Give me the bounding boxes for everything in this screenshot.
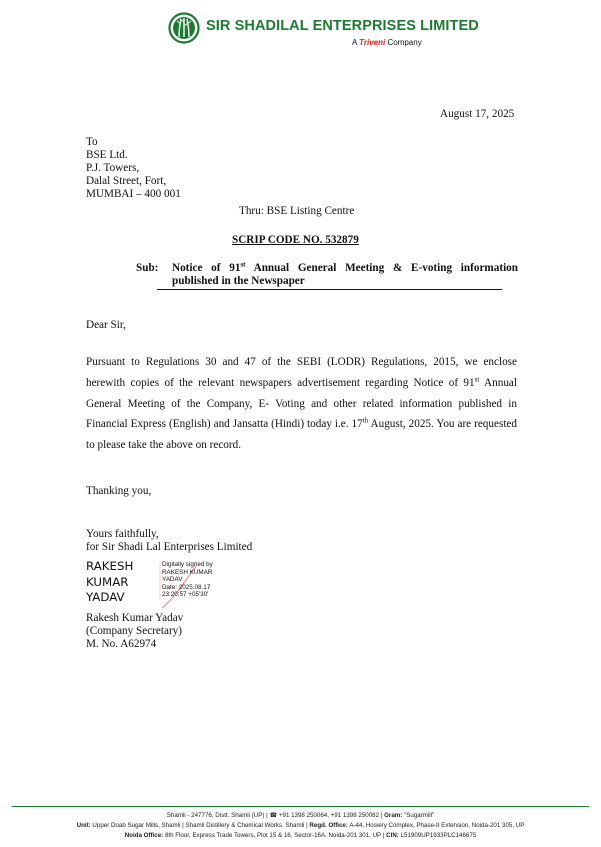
body-superscript: th — [362, 416, 369, 425]
signature-detail-line: RAKESH KUMAR — [162, 568, 213, 576]
footer-unit-label: Unit: — [76, 822, 91, 829]
address-line: MUMBAI – 400 001 — [86, 188, 181, 200]
footer-unit-value: Upper Doab Sugar Mills, Shamli | Shamli Distillery & Chemical Works, Shamli | — [90, 822, 308, 829]
body-part: August, 2025. You are requested to please take the above on record. — [86, 418, 517, 452]
scrip-code: SCRIP CODE NO. 532879 — [232, 234, 359, 246]
footer-line-2 — [0, 821, 601, 831]
footer-gram-value: "Sugarmill" — [402, 812, 435, 819]
address-line: BSE Ltd. — [86, 149, 128, 161]
recipient-address — [86, 136, 181, 201]
signatory-name: Rakesh Kumar Yadav — [86, 612, 184, 624]
footer-line-3 — [0, 831, 601, 841]
subject-part: Annual General Meeting & E-voting information published in the Newspaper — [172, 262, 518, 287]
body-paragraph — [86, 352, 517, 456]
closing-line: Yours faithfully, — [86, 528, 159, 540]
salutation: Dear Sir, — [86, 319, 126, 331]
signatory-designation: (Company Secretary) — [86, 625, 182, 637]
subject-text — [172, 262, 518, 288]
signature-name-line: KUMAR — [86, 574, 129, 589]
signatory-block — [86, 612, 183, 651]
signatory-membership: M. No. A62974 — [86, 638, 157, 650]
company-tagline — [352, 38, 422, 47]
footer-regd-value: A-44, Hosiery Complex, Phase-II Extension, Noida-201 305, UP — [347, 822, 525, 829]
signature-name-line: RAKESH — [86, 559, 134, 573]
footer-contact: Shamli - 247776, Distt. Shamli (UP) | ☎ +91 1398 250064, +91 1398 250082 | — [166, 812, 383, 819]
signature-detail-line: YADAV — [162, 576, 183, 584]
tagline-prefix: A — [352, 38, 357, 47]
footer-cin-label: CIN: — [386, 832, 399, 839]
address-line: P.J. Towers, — [86, 162, 140, 174]
footer-regd-label: Regd. Office: — [309, 822, 348, 829]
digital-signature-name — [86, 559, 133, 606]
signature-name-line: YADAV — [86, 590, 125, 604]
subject-underline — [157, 289, 502, 290]
signature-detail-line: Digitally signed by — [162, 561, 213, 568]
footer-noida-label: Noida Office: — [124, 832, 164, 839]
footer-divider — [12, 806, 589, 807]
body-part: Annual General Meeting of the Company, E- Voting and other related information published in Financial Express (English) and Jansatta (Hindi) today i.e. 17 — [86, 376, 517, 431]
signature-detail-line: 23:20:57 +05'30' — [162, 591, 209, 599]
body-superscript: st — [474, 375, 480, 384]
subject-part: Notice of 91 — [172, 262, 241, 274]
subject-superscript: st — [240, 260, 246, 269]
address-to: To — [86, 136, 98, 148]
tagline-suffix: Company — [387, 38, 422, 47]
thanks-line: Thanking you, — [86, 485, 152, 497]
tagline-brand: Triveni — [359, 38, 386, 47]
closing-company: for Sir Shadi Lal Enterprises Limited — [86, 541, 253, 553]
thru-line: Thru: BSE Listing Centre — [239, 205, 355, 217]
address-line: Dalal Street, Fort, — [86, 175, 167, 187]
footer-gram-label: Gram: — [384, 812, 403, 819]
signature-detail-line: Date: 2025.08.17 — [162, 583, 211, 591]
closing-block — [86, 528, 252, 554]
footer-line-1 — [0, 811, 601, 821]
company-name: SIR SHADILAL ENTERPRISES LIMITED — [206, 18, 479, 34]
letter-date: August 17, 2025 — [440, 108, 515, 120]
company-logo-icon — [168, 12, 200, 44]
footer — [0, 811, 601, 841]
footer-cin-value: L51909UP1933PLC146675 — [398, 832, 477, 839]
digital-signature-details — [162, 561, 213, 599]
footer-noida-value: 8th Floor, Express Trade Towers, Plot 15 & 16, Sector-16A, Noida-201 301, UP | — [163, 832, 385, 839]
body-part: Pursuant to Regulations 30 and 47 of the SEBI (LODR) Regulations, 2015, we enclose herewith copies of the relevant newspapers advertisement regarding Notice of 91 — [86, 356, 517, 389]
subject-label: Sub: — [136, 262, 159, 274]
